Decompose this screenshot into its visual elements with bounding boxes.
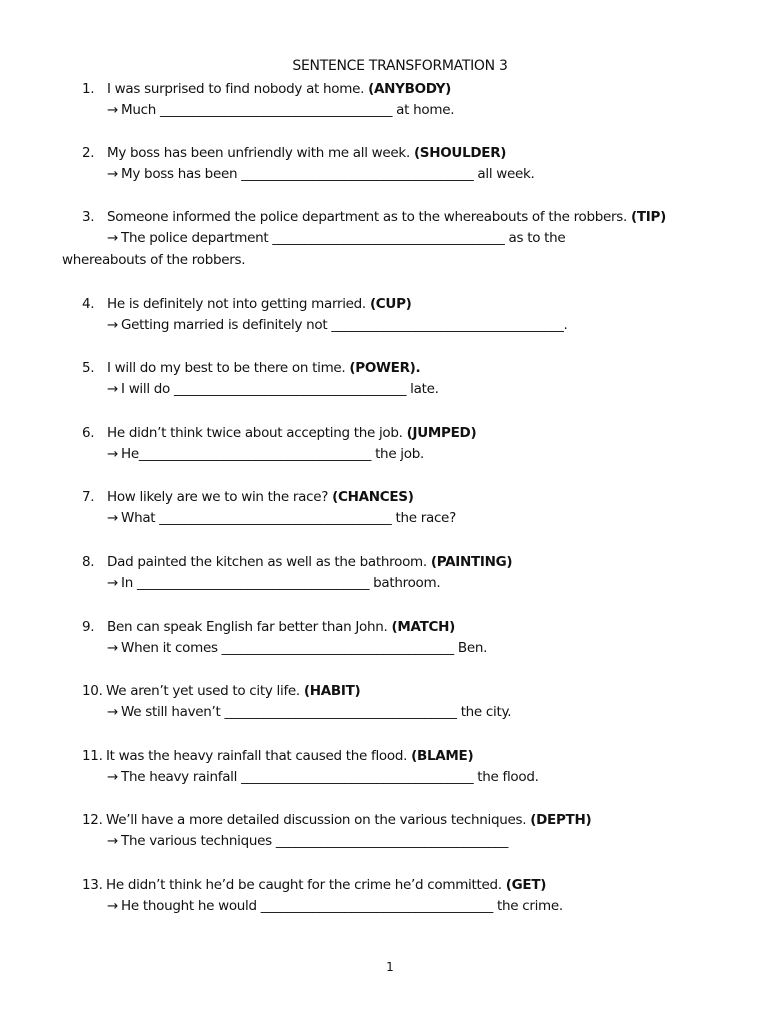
answer-prompt: We still haven’t ____________________________________ the city. [121, 704, 512, 720]
original-sentence: He didn’t think he’d be caught for the crime he’d committed. [106, 877, 502, 893]
answer-prompt: My boss has been ____________________________________ all week. [121, 166, 535, 182]
question-number: 1. [82, 81, 95, 97]
answer-line [107, 101, 454, 119]
question-number: 5. [82, 360, 95, 376]
question-number: 4. [82, 296, 95, 312]
answer-prompt: The various techniques ____________________________________ [121, 833, 509, 849]
page-number: 1 [386, 960, 394, 974]
original-sentence: We aren’t yet used to city life. [106, 683, 300, 699]
keyword: (CHANCES) [332, 489, 414, 505]
answer-line [107, 703, 511, 721]
question-sentence-line [107, 488, 414, 506]
answer-line [107, 639, 487, 657]
question-sentence-line [106, 682, 360, 700]
answer-continuation: whereabouts of the robbers. [62, 252, 246, 268]
answer-line [107, 165, 535, 183]
question-sentence-line [107, 618, 455, 636]
question-sentence-line [107, 359, 420, 377]
answer-prompt: The heavy rainfall ____________________________________ the flood. [121, 769, 539, 785]
question-sentence-line [106, 747, 473, 765]
keyword: (POWER). [349, 360, 421, 376]
question-sentence-line [107, 553, 512, 571]
original-sentence: He is definitely not into getting married. [107, 296, 366, 312]
answer-prompt: In ____________________________________ bathroom. [121, 575, 441, 591]
arrow-icon: → [107, 166, 119, 182]
answer-line [107, 229, 565, 247]
question-number: 2. [82, 145, 95, 161]
question-number: 3. [82, 209, 95, 225]
arrow-icon: → [107, 317, 119, 333]
keyword: (CUP) [369, 296, 412, 312]
keyword: (PAINTING) [430, 554, 513, 570]
answer-line [107, 380, 439, 398]
question-number: 8. [82, 554, 95, 570]
original-sentence: Ben can speak English far better than John. [107, 619, 388, 635]
arrow-icon: → [107, 898, 119, 914]
question-number: 9. [82, 619, 95, 635]
arrow-icon: → [107, 102, 119, 118]
arrow-icon: → [107, 833, 119, 849]
answer-prompt: Getting married is definitely not ____________________________________. [121, 317, 568, 333]
question-number: 12. [82, 812, 103, 828]
arrow-icon: → [107, 769, 119, 785]
original-sentence: Someone informed the police department as to the whereabouts of the robbers. [107, 209, 628, 225]
question-sentence-line [106, 876, 546, 894]
keyword: (HABIT) [303, 683, 361, 699]
answer-line [107, 316, 568, 334]
question-number: 11. [82, 748, 103, 764]
answer-prompt: The police department ____________________________________ as to the [121, 230, 566, 246]
question-number: 6. [82, 425, 95, 441]
answer-line [107, 574, 440, 592]
answer-line [107, 768, 539, 786]
question-sentence-line [107, 424, 476, 442]
arrow-icon: → [107, 381, 119, 397]
keyword: (BLAME) [411, 748, 474, 764]
answer-prompt: When it comes ____________________________________ Ben. [121, 640, 488, 656]
keyword: (DEPTH) [530, 812, 592, 828]
question-sentence-line [107, 295, 412, 313]
original-sentence: We’ll have a more detailed discussion on the various techniques. [106, 812, 527, 828]
original-sentence: I will do my best to be there on time. [107, 360, 346, 376]
answer-prompt: Much ____________________________________ at home. [121, 102, 455, 118]
question-sentence-line [107, 144, 506, 162]
keyword: (TIP) [631, 209, 666, 225]
question-number: 10. [82, 683, 103, 699]
keyword: (SHOULDER) [413, 145, 507, 161]
arrow-icon: → [107, 510, 119, 526]
answer-prompt: He____________________________________ the job. [121, 446, 424, 462]
keyword: (MATCH) [391, 619, 455, 635]
question-number: 7. [82, 489, 95, 505]
original-sentence: Dad painted the kitchen as well as the bathroom. [107, 554, 427, 570]
question-sentence-line [107, 208, 666, 226]
original-sentence: I was surprised to find nobody at home. [107, 81, 365, 97]
original-sentence: How likely are we to win the race? [107, 489, 329, 505]
question-sentence-line [106, 811, 591, 829]
page-title: SENTENCE TRANSFORMATION 3 [292, 58, 508, 74]
answer-line [107, 445, 424, 463]
arrow-icon: → [107, 640, 119, 656]
keyword: (JUMPED) [406, 425, 477, 441]
answer-line [107, 509, 456, 527]
question-sentence-line [107, 80, 451, 98]
arrow-icon: → [107, 446, 119, 462]
keyword: (GET) [505, 877, 547, 893]
answer-line [107, 897, 563, 915]
arrow-icon: → [107, 230, 119, 246]
answer-line [107, 832, 508, 850]
answer-prompt: What ____________________________________ the race? [121, 510, 456, 526]
arrow-icon: → [107, 704, 119, 720]
question-number: 13. [82, 877, 103, 893]
original-sentence: My boss has been unfriendly with me all week. [107, 145, 410, 161]
original-sentence: He didn’t think twice about accepting the job. [107, 425, 403, 441]
answer-prompt: He thought he would ____________________________________ the crime. [121, 898, 563, 914]
original-sentence: It was the heavy rainfall that caused the flood. [106, 748, 408, 764]
arrow-icon: → [107, 575, 119, 591]
answer-prompt: I will do ____________________________________ late. [121, 381, 439, 397]
keyword: (ANYBODY) [368, 81, 452, 97]
